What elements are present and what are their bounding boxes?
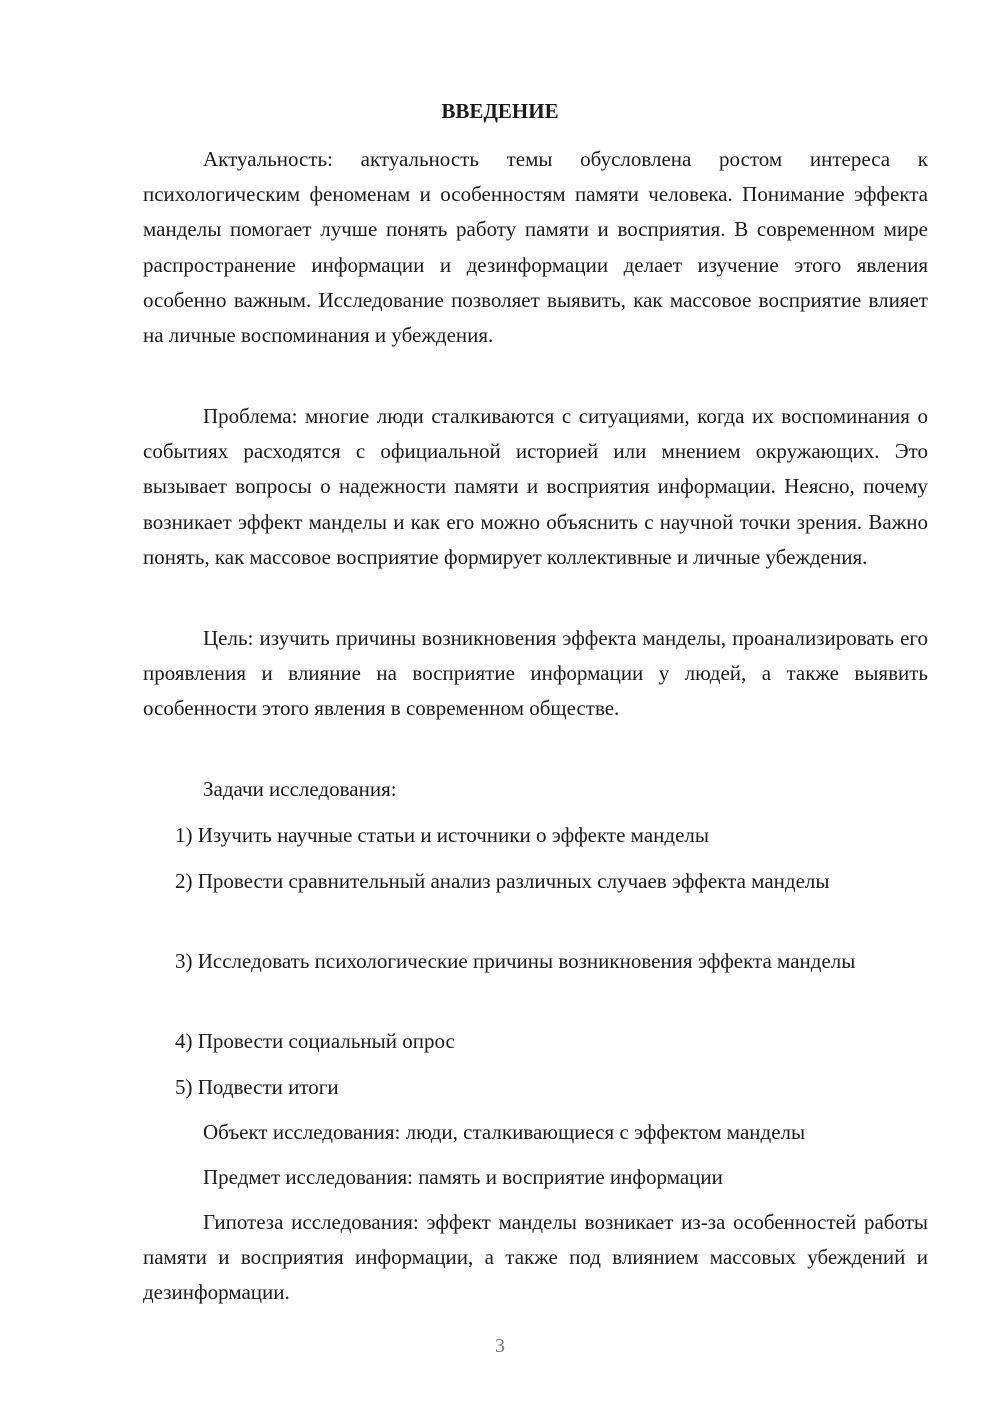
page-heading: ВВЕДЕНИЕ (441, 99, 559, 123)
relevance-paragraph: Актуальность: актуальность темы обусловлена ростом интереса к психологическим феноменам и особенностям памяти человека. Понимание эффекта манделы помогает лучше понять работу памяти и восприятия. В современном мире распространение информации и дезинформации делает изучение этого явления особенно важным. Исследование позволяет выявить, как массовое восприятие влияет на личные воспоминания и убеждения. (143, 147, 928, 348)
task-item-1: 1) Изучить научные статьи и источники о эффекте манделы (175, 823, 709, 847)
object-paragraph: Объект исследования: люди, сталкивающиеся с эффектом манделы (203, 1120, 806, 1144)
hypothesis-paragraph: Гипотеза исследования: эффект манделы возникает из-за особенностей работы памяти и восприятия информации, а также под влиянием массовых убеждений и дезинформации. (143, 1210, 928, 1305)
subject-paragraph: Предмет исследования: память и восприятие информации (203, 1165, 723, 1189)
task-item-5: 5) Подвести итоги (175, 1075, 339, 1099)
goal-paragraph: Цель: изучить причины возникновения эффекта манделы, проанализировать его проявления и влияние на восприятие информации у людей, а также выявить особенности этого явления в современном обществе. (143, 626, 928, 721)
task-item-2: 2) Провести сравнительный анализ различных случаев эффекта манделы (175, 869, 830, 893)
task-item-3: 3) Исследовать психологические причины возникновения эффекта манделы (175, 949, 856, 973)
problem-paragraph: Проблема: многие люди сталкиваются с ситуациями, когда их воспоминания о событиях расходятся с официальной историей или мнением окружающих. Это вызывает вопросы о надежности памяти и восприятия информации. Неясно, почему возникает эффект манделы и как его можно объяснить с научной точки зрения. Важно понять, как массовое восприятие формирует коллективные и личные убеждения. (143, 404, 928, 569)
tasks-title: Задачи исследования: (203, 777, 397, 801)
page-number: 3 (495, 1335, 505, 1357)
task-item-4: 4) Провести социальный опрос (175, 1029, 455, 1053)
